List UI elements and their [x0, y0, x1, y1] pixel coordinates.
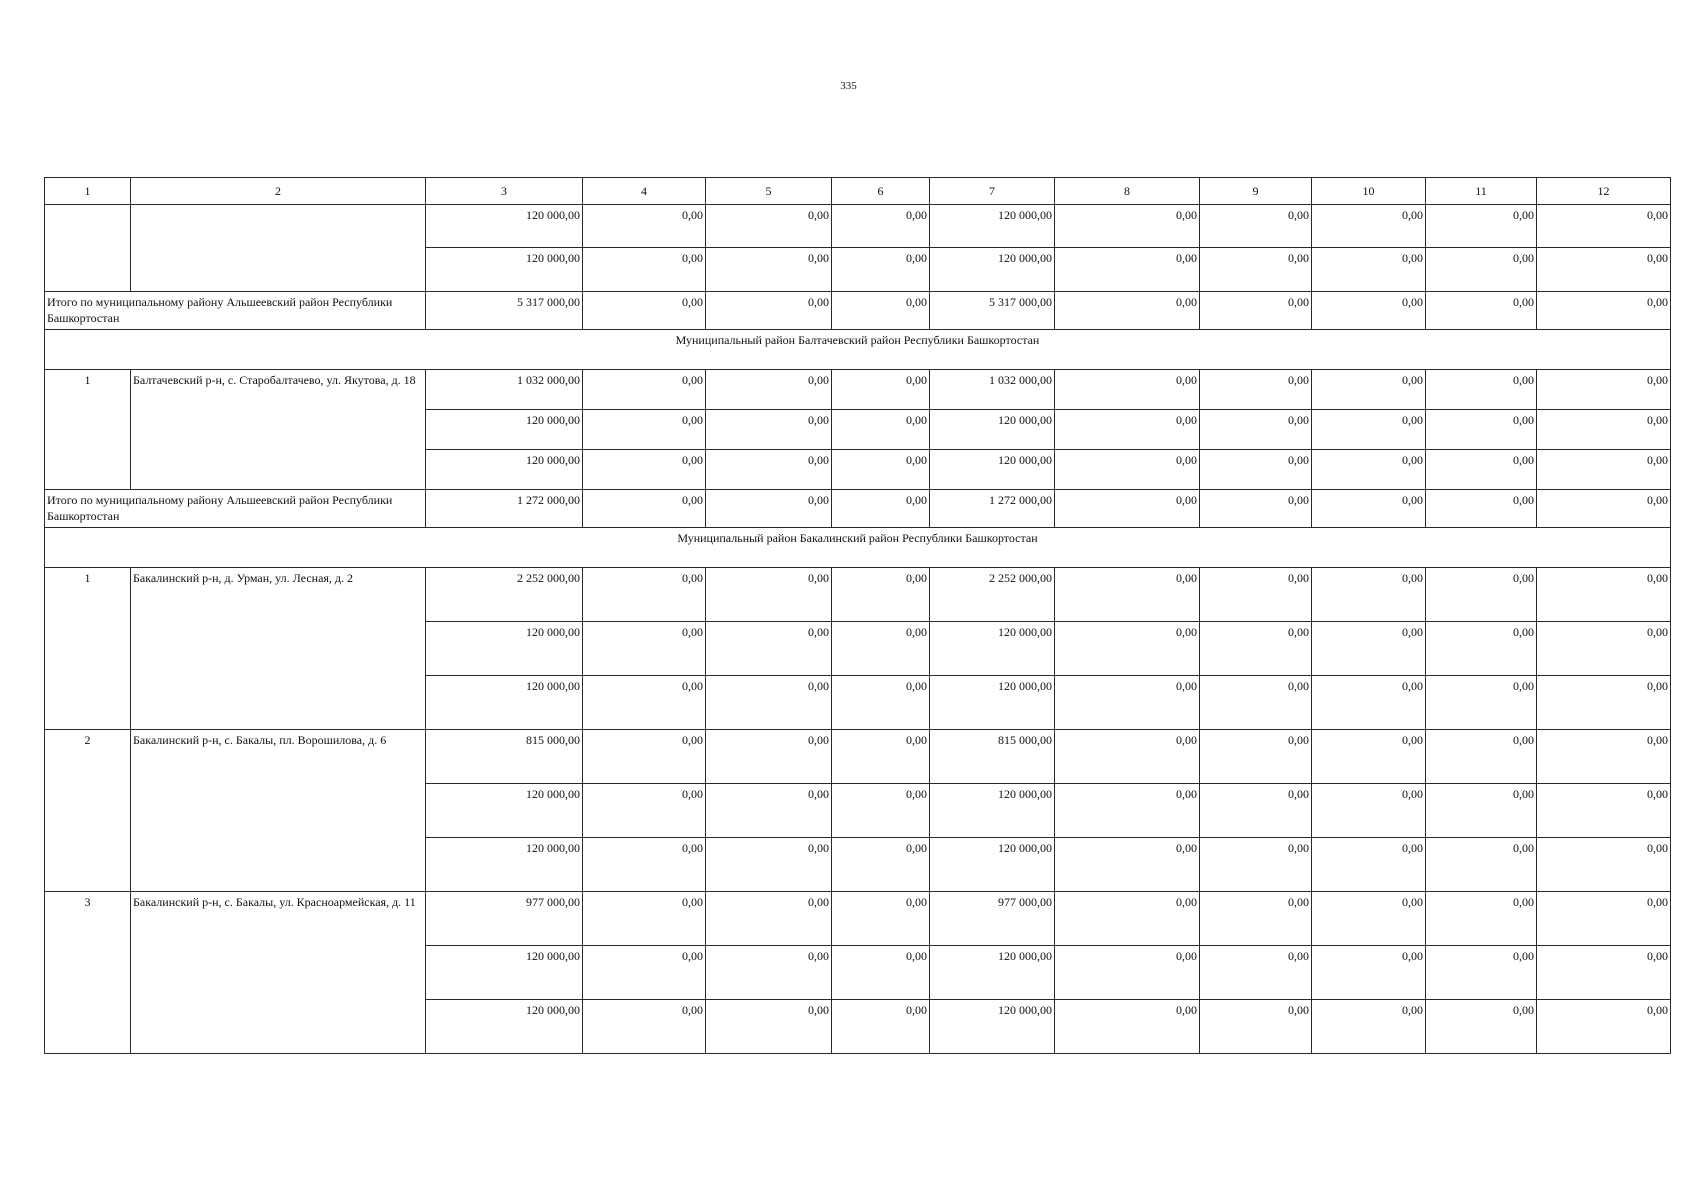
page-number: 335	[840, 80, 857, 92]
value-cell: 0,00	[706, 892, 832, 946]
value-cell: 0,00	[583, 730, 706, 784]
value-cell: 0,00	[1426, 730, 1537, 784]
value-cell: 1 032 000,00	[930, 370, 1055, 410]
value-cell: 0,00	[583, 946, 706, 1000]
value-cell: 0,00	[583, 370, 706, 410]
value-cell: 0,00	[583, 410, 706, 450]
value-cell: 0,00	[1537, 676, 1671, 730]
value-cell: 0,00	[1200, 676, 1312, 730]
value-cell: 1 272 000,00	[426, 490, 583, 528]
value-cell: 0,00	[1426, 622, 1537, 676]
value-cell: 0,00	[1537, 370, 1671, 410]
value-cell: 0,00	[706, 784, 832, 838]
value-cell: 0,00	[1200, 892, 1312, 946]
address-cell: Балтачевский р-н, с. Старобалтачево, ул. Якутова, д. 18	[131, 370, 426, 490]
value-cell: 120 000,00	[426, 622, 583, 676]
column-number: 11	[1426, 178, 1537, 205]
value-cell: 0,00	[1312, 490, 1426, 528]
table-row	[45, 205, 1671, 248]
value-cell: 120 000,00	[930, 1000, 1055, 1054]
value-cell: 0,00	[1200, 292, 1312, 330]
value-cell: 0,00	[1537, 946, 1671, 1000]
value-cell: 0,00	[1312, 1000, 1426, 1054]
value-cell: 0,00	[706, 248, 832, 292]
value-cell: 0,00	[1426, 205, 1537, 248]
value-cell: 0,00	[1312, 892, 1426, 946]
value-cell: 0,00	[1537, 568, 1671, 622]
value-cell: 0,00	[1055, 248, 1200, 292]
value-cell: 0,00	[706, 838, 832, 892]
value-cell: 120 000,00	[930, 410, 1055, 450]
value-cell: 0,00	[706, 676, 832, 730]
value-cell: 0,00	[1055, 838, 1200, 892]
data-table	[44, 177, 1671, 1054]
value-cell: 5 317 000,00	[426, 292, 583, 330]
column-number: 12	[1537, 178, 1671, 205]
value-cell: 0,00	[1055, 622, 1200, 676]
value-cell: 977 000,00	[930, 892, 1055, 946]
value-cell: 0,00	[1200, 205, 1312, 248]
value-cell: 0,00	[1312, 450, 1426, 490]
value-cell: 0,00	[1537, 490, 1671, 528]
value-cell: 0,00	[1537, 730, 1671, 784]
value-cell: 0,00	[1426, 892, 1537, 946]
value-cell: 0,00	[832, 784, 930, 838]
column-number: 6	[832, 178, 930, 205]
value-cell: 0,00	[1312, 292, 1426, 330]
value-cell: 120 000,00	[426, 205, 583, 248]
value-cell: 0,00	[1055, 892, 1200, 946]
address-cell	[131, 205, 426, 292]
value-cell: 0,00	[583, 622, 706, 676]
value-cell: 0,00	[1200, 622, 1312, 676]
value-cell: 0,00	[706, 410, 832, 450]
column-number: 2	[131, 178, 426, 205]
value-cell: 0,00	[1055, 1000, 1200, 1054]
value-cell: 120 000,00	[930, 946, 1055, 1000]
value-cell: 0,00	[1055, 370, 1200, 410]
value-cell: 0,00	[1312, 622, 1426, 676]
value-cell: 0,00	[1055, 205, 1200, 248]
value-cell: 0,00	[706, 370, 832, 410]
value-cell: 0,00	[706, 490, 832, 528]
value-cell: 0,00	[832, 622, 930, 676]
value-cell: 120 000,00	[930, 838, 1055, 892]
value-cell: 0,00	[832, 205, 930, 248]
value-cell: 0,00	[1312, 946, 1426, 1000]
total-row	[45, 490, 1671, 528]
value-cell: 120 000,00	[426, 784, 583, 838]
value-cell: 0,00	[583, 205, 706, 248]
value-cell: 0,00	[1312, 838, 1426, 892]
value-cell: 0,00	[1426, 784, 1537, 838]
value-cell: 120 000,00	[930, 450, 1055, 490]
value-cell: 2 252 000,00	[426, 568, 583, 622]
value-cell: 0,00	[1312, 568, 1426, 622]
value-cell: 0,00	[832, 730, 930, 784]
index-cell: 1	[45, 568, 131, 730]
total-label: Итого по муниципальному району Альшеевский район Республики Башкортостан	[45, 292, 426, 330]
value-cell: 0,00	[1312, 730, 1426, 784]
value-cell: 815 000,00	[930, 730, 1055, 784]
district-header-row	[45, 528, 1671, 568]
value-cell: 0,00	[1426, 292, 1537, 330]
value-cell: 0,00	[1312, 248, 1426, 292]
value-cell: 0,00	[1200, 490, 1312, 528]
value-cell: 0,00	[1055, 410, 1200, 450]
value-cell: 0,00	[832, 450, 930, 490]
value-cell: 0,00	[1537, 892, 1671, 946]
value-cell: 0,00	[1426, 946, 1537, 1000]
value-cell: 0,00	[1200, 784, 1312, 838]
value-cell: 0,00	[583, 784, 706, 838]
value-cell: 815 000,00	[426, 730, 583, 784]
value-cell: 0,00	[1055, 490, 1200, 528]
value-cell: 0,00	[1426, 490, 1537, 528]
table-row	[45, 892, 1671, 946]
value-cell: 1 272 000,00	[930, 490, 1055, 528]
value-cell: 0,00	[1200, 370, 1312, 410]
value-cell: 0,00	[832, 946, 930, 1000]
column-number: 9	[1200, 178, 1312, 205]
value-cell: 0,00	[583, 292, 706, 330]
district-title: Муниципальный район Бакалинский район Республики Башкортостан	[45, 528, 1671, 568]
address-cell: Бакалинский р-н, с. Бакалы, пл. Ворошилова, д. 6	[131, 730, 426, 892]
value-cell: 120 000,00	[930, 784, 1055, 838]
column-number: 1	[45, 178, 131, 205]
table-row	[45, 730, 1671, 784]
value-cell: 120 000,00	[426, 450, 583, 490]
value-cell: 120 000,00	[930, 248, 1055, 292]
table-row	[45, 568, 1671, 622]
value-cell: 0,00	[832, 370, 930, 410]
total-row	[45, 292, 1671, 330]
value-cell: 0,00	[583, 1000, 706, 1054]
value-cell: 0,00	[706, 946, 832, 1000]
column-number: 4	[583, 178, 706, 205]
value-cell: 0,00	[832, 1000, 930, 1054]
value-cell: 1 032 000,00	[426, 370, 583, 410]
value-cell: 0,00	[1055, 676, 1200, 730]
value-cell: 0,00	[1426, 410, 1537, 450]
value-cell: 120 000,00	[426, 248, 583, 292]
value-cell: 0,00	[1200, 838, 1312, 892]
value-cell: 0,00	[1055, 450, 1200, 490]
value-cell: 120 000,00	[426, 676, 583, 730]
value-cell: 0,00	[706, 450, 832, 490]
value-cell: 0,00	[1537, 784, 1671, 838]
value-cell: 0,00	[1055, 568, 1200, 622]
value-cell: 0,00	[583, 248, 706, 292]
district-title: Муниципальный район Балтачевский район Республики Башкортостан	[45, 330, 1671, 370]
value-cell: 0,00	[706, 292, 832, 330]
value-cell: 0,00	[1055, 784, 1200, 838]
value-cell: 0,00	[583, 838, 706, 892]
index-cell: 2	[45, 730, 131, 892]
value-cell: 0,00	[1426, 676, 1537, 730]
value-cell: 0,00	[1055, 730, 1200, 784]
value-cell: 0,00	[1055, 946, 1200, 1000]
value-cell: 0,00	[1537, 248, 1671, 292]
value-cell: 0,00	[1537, 838, 1671, 892]
value-cell: 0,00	[832, 292, 930, 330]
value-cell: 0,00	[832, 838, 930, 892]
index-cell: 3	[45, 892, 131, 1054]
column-number: 5	[706, 178, 832, 205]
value-cell: 0,00	[1312, 784, 1426, 838]
table-row	[45, 370, 1671, 410]
value-cell: 0,00	[1426, 450, 1537, 490]
value-cell: 0,00	[1537, 292, 1671, 330]
value-cell: 0,00	[706, 622, 832, 676]
value-cell: 0,00	[832, 410, 930, 450]
value-cell: 0,00	[1312, 370, 1426, 410]
value-cell: 120 000,00	[426, 946, 583, 1000]
value-cell: 0,00	[1426, 1000, 1537, 1054]
value-cell: 0,00	[583, 450, 706, 490]
total-label: Итого по муниципальному району Альшеевский район Республики Башкортостан	[45, 490, 426, 528]
value-cell: 0,00	[1200, 248, 1312, 292]
value-cell: 0,00	[1312, 205, 1426, 248]
index-cell: 1	[45, 370, 131, 490]
column-number: 10	[1312, 178, 1426, 205]
value-cell: 120 000,00	[930, 676, 1055, 730]
value-cell: 0,00	[1200, 946, 1312, 1000]
value-cell: 0,00	[1537, 450, 1671, 490]
value-cell: 0,00	[1426, 248, 1537, 292]
value-cell: 120 000,00	[930, 622, 1055, 676]
value-cell: 0,00	[583, 490, 706, 528]
value-cell: 0,00	[1200, 1000, 1312, 1054]
value-cell: 0,00	[832, 490, 930, 528]
value-cell: 120 000,00	[426, 410, 583, 450]
value-cell: 0,00	[1312, 676, 1426, 730]
column-number: 7	[930, 178, 1055, 205]
value-cell: 0,00	[1426, 838, 1537, 892]
column-number: 3	[426, 178, 583, 205]
value-cell: 0,00	[1537, 205, 1671, 248]
address-cell: Бакалинский р-н, д. Урман, ул. Лесная, д. 2	[131, 568, 426, 730]
value-cell: 977 000,00	[426, 892, 583, 946]
column-number: 8	[1055, 178, 1200, 205]
value-cell: 0,00	[1537, 410, 1671, 450]
value-cell: 0,00	[706, 205, 832, 248]
value-cell: 0,00	[1200, 410, 1312, 450]
value-cell: 0,00	[1426, 568, 1537, 622]
value-cell: 120 000,00	[426, 1000, 583, 1054]
value-cell: 5 317 000,00	[930, 292, 1055, 330]
value-cell: 0,00	[832, 892, 930, 946]
value-cell: 0,00	[1200, 450, 1312, 490]
district-header-row	[45, 330, 1671, 370]
value-cell: 0,00	[1537, 1000, 1671, 1054]
value-cell: 120 000,00	[930, 205, 1055, 248]
value-cell: 0,00	[1312, 410, 1426, 450]
value-cell: 0,00	[1200, 568, 1312, 622]
value-cell: 0,00	[1055, 292, 1200, 330]
value-cell: 0,00	[583, 892, 706, 946]
value-cell: 0,00	[832, 568, 930, 622]
value-cell: 0,00	[832, 676, 930, 730]
value-cell: 0,00	[1537, 622, 1671, 676]
address-cell: Бакалинский р-н, с. Бакалы, ул. Красноармейская, д. 11	[131, 892, 426, 1054]
index-cell	[45, 205, 131, 292]
value-cell: 120 000,00	[426, 838, 583, 892]
value-cell: 0,00	[1200, 730, 1312, 784]
value-cell: 0,00	[583, 676, 706, 730]
value-cell: 0,00	[832, 248, 930, 292]
value-cell: 2 252 000,00	[930, 568, 1055, 622]
value-cell: 0,00	[1426, 370, 1537, 410]
value-cell: 0,00	[706, 1000, 832, 1054]
value-cell: 0,00	[583, 568, 706, 622]
value-cell: 0,00	[706, 730, 832, 784]
value-cell: 0,00	[706, 568, 832, 622]
column-number-row	[45, 178, 1671, 205]
